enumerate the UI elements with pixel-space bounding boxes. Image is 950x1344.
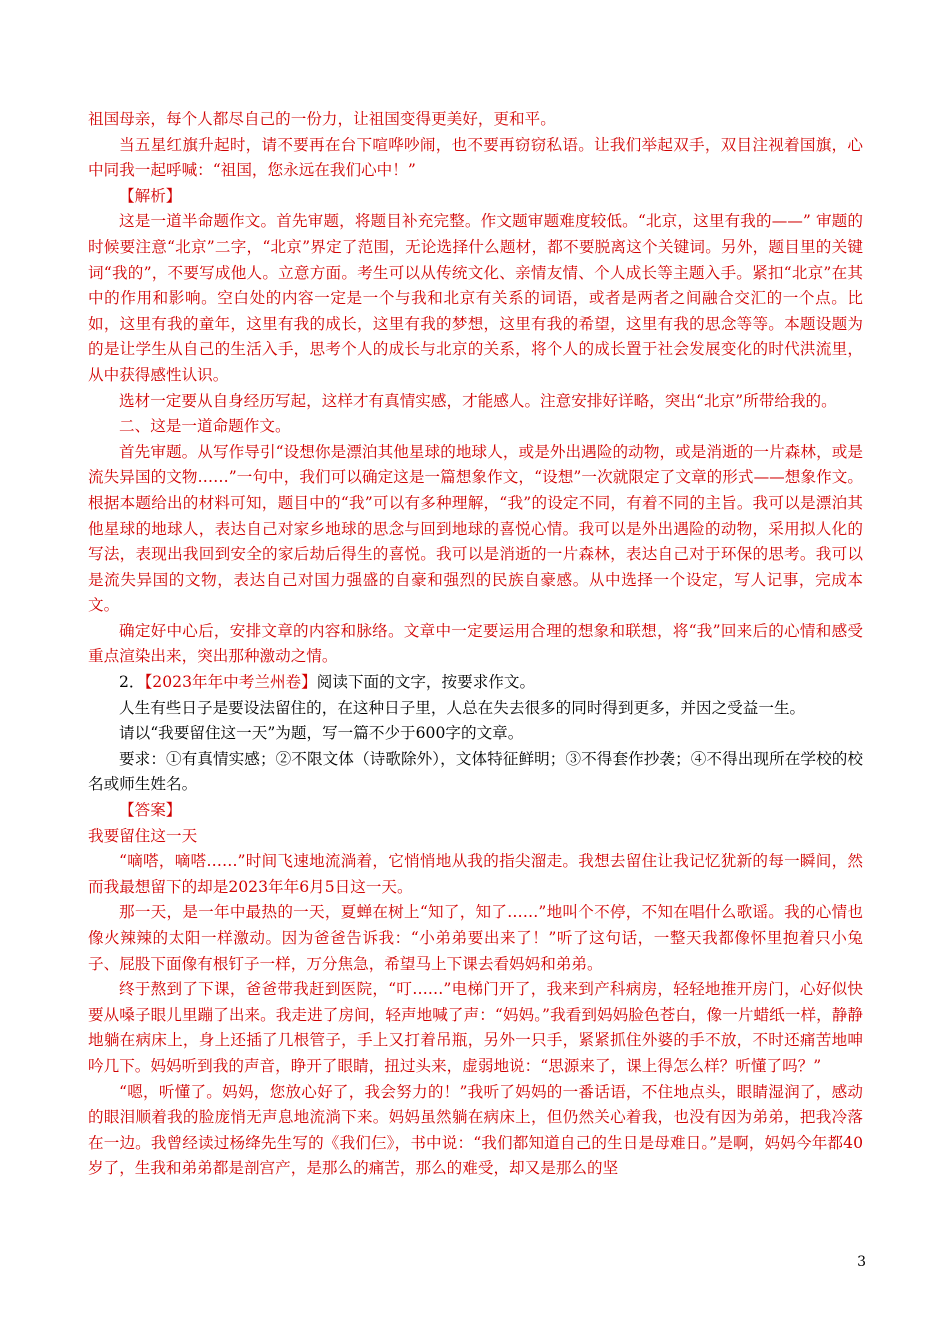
question-prompt: 阅读下面的文字，按要求作文。 <box>316 673 536 692</box>
page-number: 3 <box>857 1254 866 1270</box>
question-number: 2． <box>119 673 145 692</box>
question-heading <box>88 670 863 696</box>
essay-paragraph: 那一天，是一年中最热的一天，夏蝉在树上“知了，知了……”地叫个不停，不知在唱什么歌谣。我的心情也像火辣辣的太阳一样激动。因为爸爸告诉我：“小弟弟要出来了！”听了这句话，一整天我都像怀里抱着只小兔子、屁股下面像有根钉子一样，万分焦急，希望马上下课去看妈妈和弟弟。 <box>88 903 863 973</box>
question-requirements: 要求：①有真情实感；②不限文体（诗歌除外），文体特征鲜明；③不得套作抄袭；④不得出现所在学校的校名或师生姓名。 <box>88 749 863 794</box>
essay-paragraph: “嘀嗒，嘀嗒……”时间飞速地流淌着，它悄悄地从我的指尖溜走。我想去留住让我记忆犹新的每一瞬间，然而我最想留下的却是2023年年6月5日这一天。 <box>88 852 863 896</box>
analysis-paragraph: 确定好中心后，安排文章的内容和脉络。文章中一定要运用合理的想象和联想，将“我”回来后的心情和感受重点渲染出来，突出那种激动之情。 <box>88 621 863 666</box>
essay-closing-paragraph: 当五星红旗升起时，请不要再在台下喧哗吵闹，也不要再窃窃私语。让我们举起双手，双目注视着国旗，心中同我一起呼喊：“祖国，您永远在我们心中！” <box>88 135 863 180</box>
question-material: 人生有些日子是要设法留住的，在这种日子里，人总在失去很多的同时得到更多，并因之受益一生。 <box>119 698 806 717</box>
essay-title: 我要留住这一天 <box>88 826 198 845</box>
essay-paragraph: 终于熬到了下课，爸爸带我赶到医院，“叮……”电梯门开了，我来到产科病房，轻轻地推开房门，心好似快要从嗓子眼儿里蹦了出来。我走进了房间，轻声地喊了声：“妈妈。”我看到妈妈脸色苍白，像一片蜡纸一样，静静地躺在病床上，身上还插了几根管子，手上又打着吊瓶，另外一只手，紧紧抓住外婆的手不放，不时还痛苦地呻吟几下。妈妈听到我的声音，睁开了眼睛，扭过头来，虚弱地说：“思源来了，课上得怎么样？听懂了吗？” <box>88 980 863 1075</box>
essay-closing-paragraph: 祖国母亲，每个人都尽自己的一份力，让祖国变得更美好，更和平。 <box>88 110 556 128</box>
essay-paragraph: “嗯，听懂了。妈妈，您放心好了，我会努力的！”我听了妈妈的一番话语，不住地点头，眼睛湿润了，感动的眼泪顺着我的脸庞悄无声息地流淌下来。妈妈虽然躺在病床上，但仍然关心着我，也没有因为弟弟，把我冷落在一边。我曾经读过杨绛先生写的《我们仨》，书中说：“我们都知道自己的生日是母难日。”是啊，妈妈今年都40岁了，生我和弟弟都是剖宫产，是那么的痛苦，那么的难受，却又是那么的坚 <box>88 1082 863 1178</box>
page-content <box>88 107 863 1182</box>
analysis-paragraph: 选材一定要从自身经历写起，这样才有真情实感，才能感人。注意安排好详略，突出“北京”所带给我的。 <box>119 391 837 410</box>
answer-label: 【答案】 <box>119 801 182 820</box>
analysis-paragraph: 首先审题。从写作导引“设想你是漂泊其他星球的地球人，或是外出遇险的动物，或是消逝的一片森林，或是流失异国的文物……”一句中，我们可以确定这是一篇想象作文，“设想”一次就限定了文章的形式——想象作文。根据本题给出的材料可知，题目中的“我”可以有多种理解，“我”的设定不同，有着不同的主旨。我可以是漂泊其他星球的地球人，表达自己对家乡地球的思念与回到地球的喜悦心情。我可以是外出遇险的动物，采用拟人化的写法，表现出我回到安全的家后劫后得生的喜悦。我可以是消逝的一片森林，表达自己对于环保的思考。我可以是流失异国的文物，表达自己对国力强盛的自豪和强烈的民族自豪感。从中选择一个设定，写人记事，完成本文。 <box>88 442 863 615</box>
question-task: 请以“我要留住这一天”为题，写一篇不少于600字的文章。 <box>119 724 524 743</box>
analysis-paragraph: 二、这是一道命题作文。 <box>119 417 291 436</box>
analysis-paragraph: 这是一道半命题作文。首先审题，将题目补充完整。作文题审题难度较低。“北京，这里有我的——” 审题的时候要注意“北京”二字，“北京”界定了范围，无论选择什么题材，都不要脱离这个关键词。另外，题目里的关键词“我的”，不要写成他人。立意方面。考生可以从传统文化、亲情友情、个人成长等主题入手。紧扣“北京”在其中的作用和影响。空白处的内容一定是一个与我和北京有关系的词语，或者是两者之间融合交汇的一个点。比如，这里有我的童年，这里有我的成长，这里有我的梦想，这里有我的希望，这里有我的思念等等。本题设题为的是让学生从自己的生活入手，思考个人的成长与北京的关系，将个人的成长置于社会发展变化的时代洪流里，从中获得感性认识。 <box>88 212 863 384</box>
question-source: 【2023年年中考兰州卷】 <box>144 673 317 692</box>
analysis-label: 【解析】 <box>119 186 182 205</box>
